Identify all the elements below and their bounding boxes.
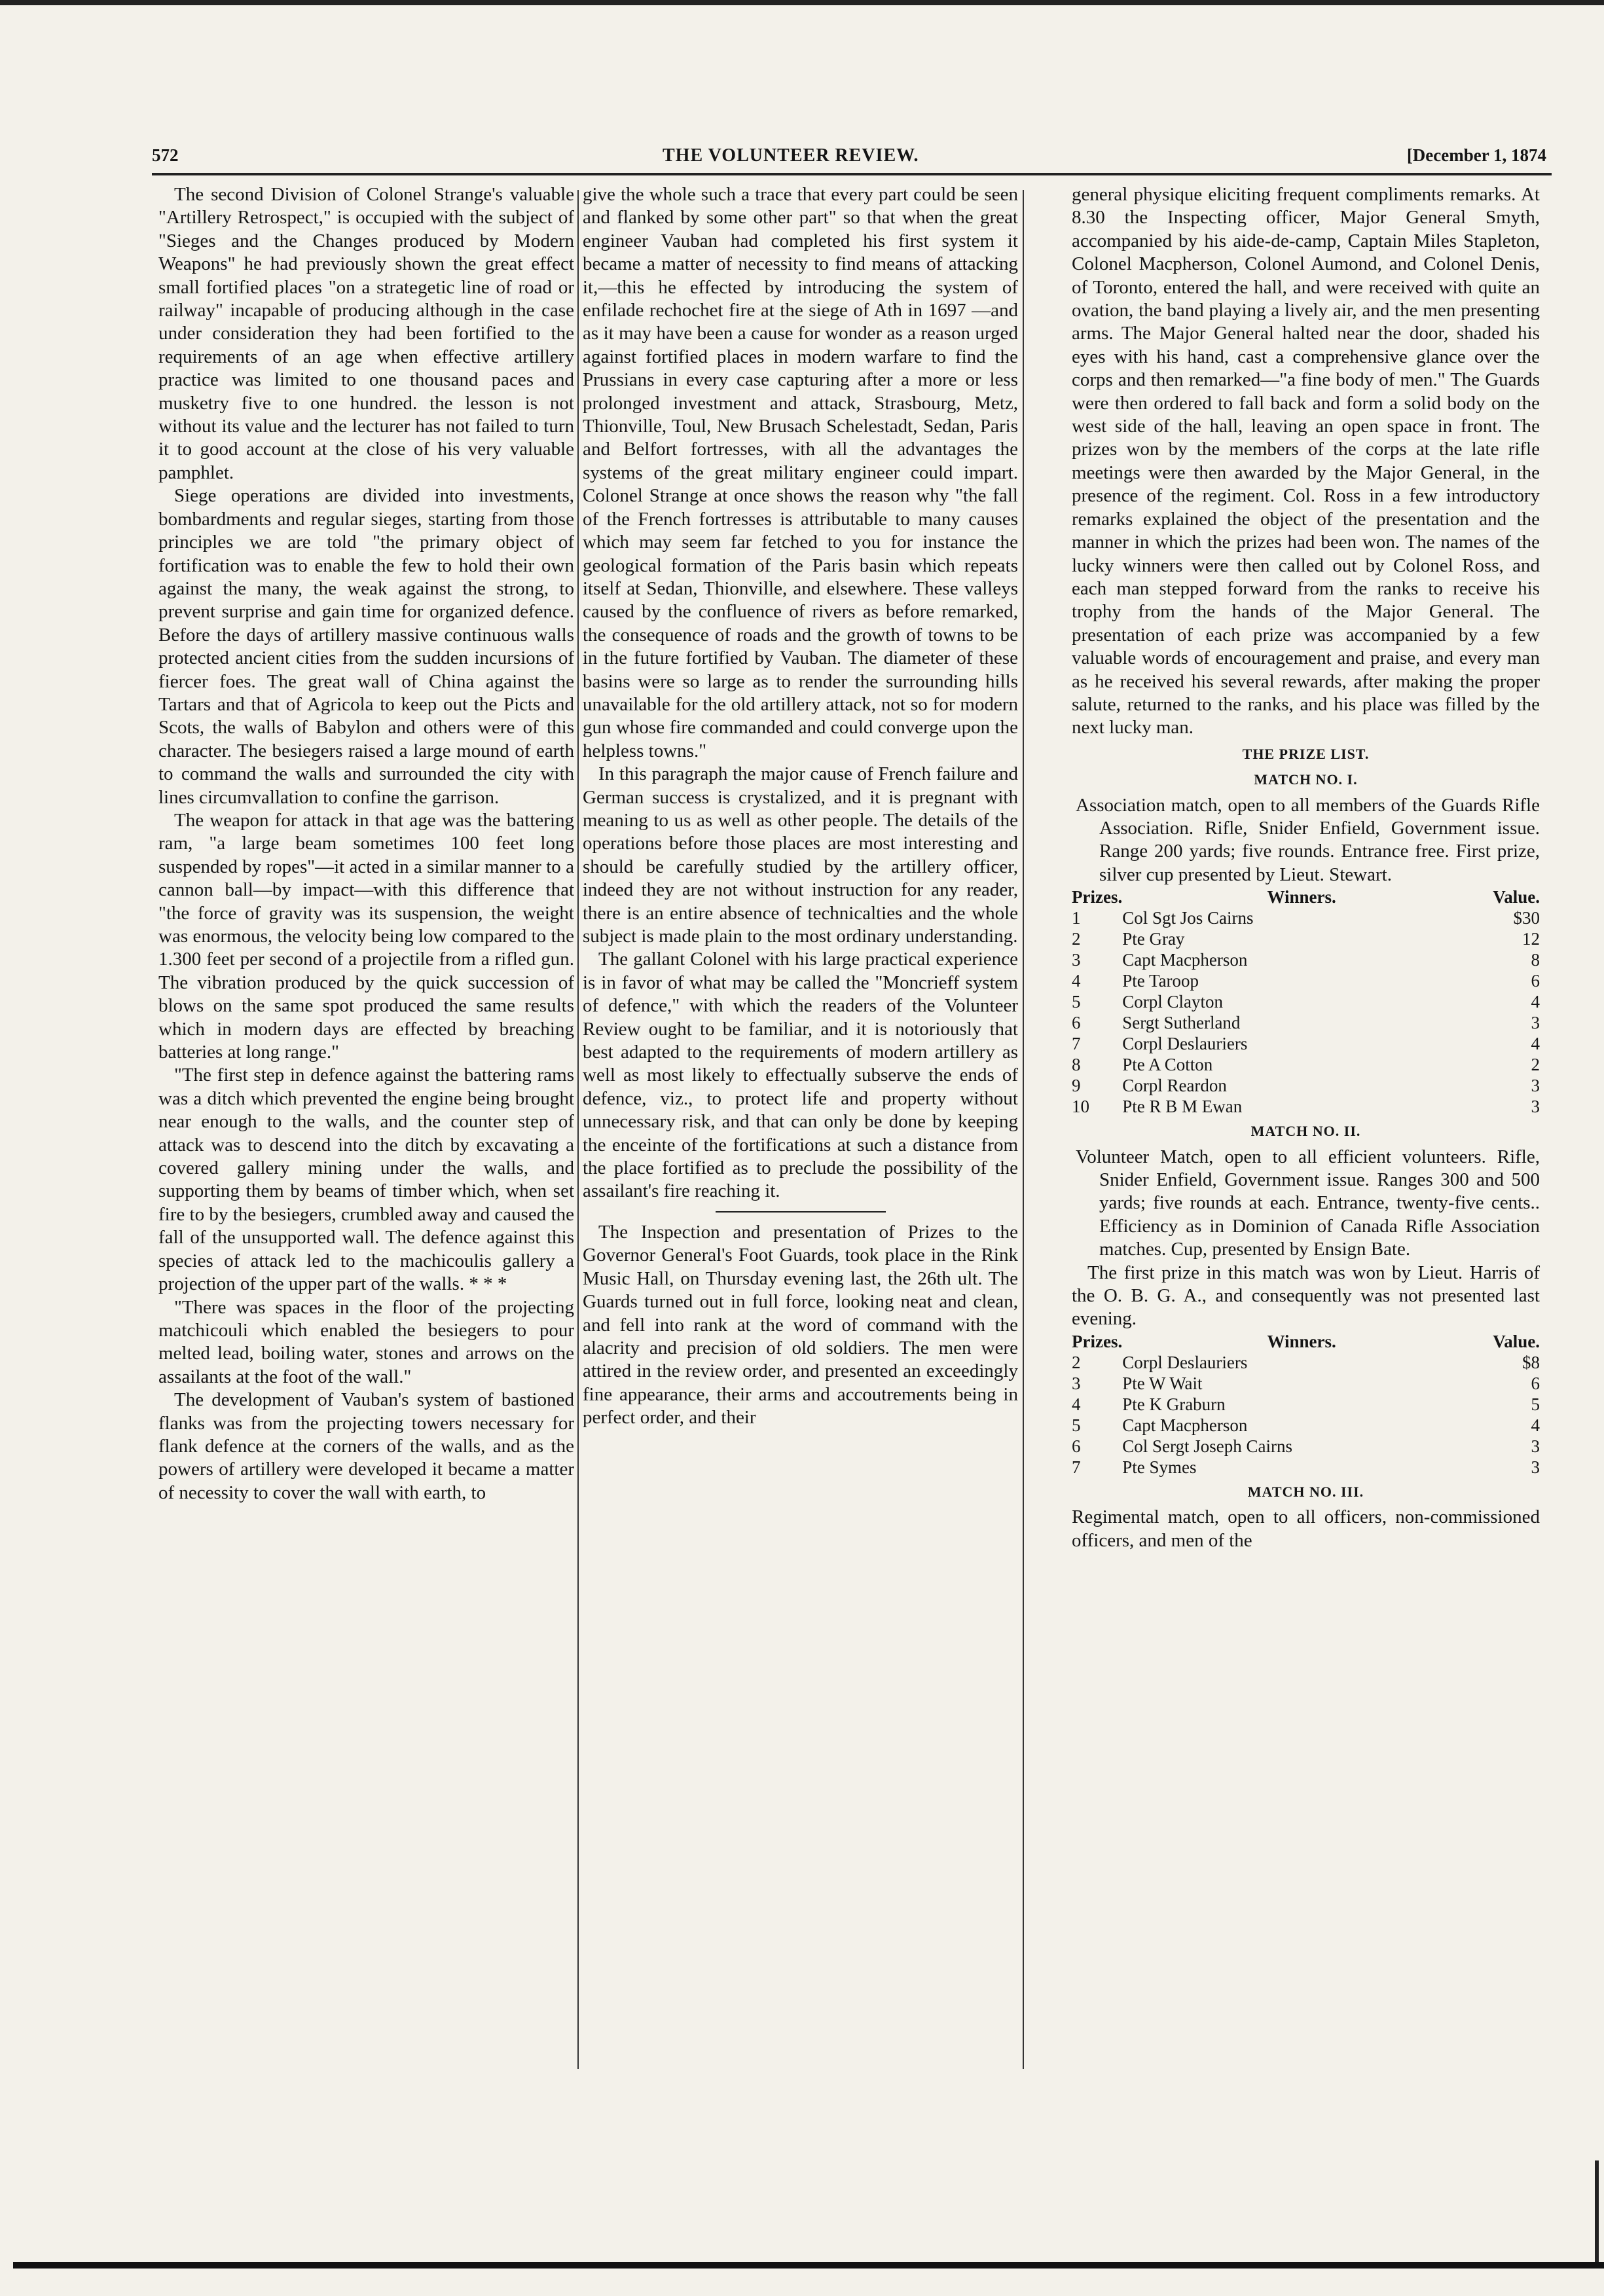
prize-value: 6 bbox=[1531, 971, 1540, 991]
paragraph: "There was spaces in the floor of the projecting matchicouli which enabled the besiegers to pour melted lead, boiling water, stones and arrows on the assailants at the foot of the wall." bbox=[158, 1296, 574, 1387]
prize-number: 6 bbox=[1072, 1013, 1081, 1033]
prize-number: 6 bbox=[1072, 1436, 1081, 1456]
prize-list-heading: THE PRIZE LIST. bbox=[1242, 745, 1370, 762]
table-row bbox=[1072, 1075, 1540, 1096]
table-row bbox=[1072, 970, 1540, 991]
winner-name: Corpl Reardon bbox=[1122, 1076, 1227, 1096]
winner-name: Sergt Sutherland bbox=[1122, 1013, 1241, 1033]
paragraph: The weapon for attack in that age was the battering ram, "a large beam sometimes 100 feet long suspended by ropes"—it acted in a similar manner to a cannon ball—by impact—with this difference that "the force of gravity was its suspension, the weight was enormous, the velocity being low compared to the 1.300 feet per second of a projectile from a rifled gun. The vibration produced by the quick succession of blows on the same spot produced the same results which in modern days are effected by breaching batteries at long range." bbox=[158, 809, 574, 1063]
section-separator bbox=[716, 1211, 886, 1213]
prize-value: $8 bbox=[1522, 1352, 1540, 1372]
paragraph: In this paragraph the major cause of French failure and German success is crystalized, and it is pregnant with meaning to us as well as other people. The details of the operations before those places are most interesting and should be carefully studied by the artillery officer, indeed they are not without instruction for any reader, there is an entire absence of technicalties and the whole subject is made plain to the most ordinary understanding. bbox=[583, 763, 1018, 947]
column-header: Winners. bbox=[1267, 1331, 1336, 1351]
prize-value: 12 bbox=[1522, 929, 1540, 949]
winner-name: Corpl Deslauriers bbox=[1122, 1034, 1248, 1054]
prize-table bbox=[1072, 1331, 1540, 1478]
table-row bbox=[1072, 907, 1540, 928]
issue-date: [December 1, 1874 bbox=[1406, 145, 1546, 165]
table-header-row bbox=[1072, 886, 1540, 907]
prize-number: 7 bbox=[1072, 1034, 1081, 1054]
edge-mark bbox=[1595, 2160, 1599, 2265]
prize-value: 8 bbox=[1531, 950, 1540, 970]
match-heading: MATCH NO. I. bbox=[1254, 771, 1358, 788]
prize-number: 2 bbox=[1072, 929, 1081, 949]
prize-number: 3 bbox=[1072, 1373, 1081, 1393]
prize-number: 4 bbox=[1072, 971, 1081, 991]
winner-name: Capt Macpherson bbox=[1122, 1415, 1248, 1435]
prize-number: 10 bbox=[1072, 1097, 1089, 1117]
column-1 bbox=[158, 183, 574, 1504]
match-note: The first prize in this match was won by Lieut. Harris of the O. B. G. A., and consequently was not presented last evening. bbox=[1072, 1262, 1540, 1330]
match-heading: MATCH NO. III. bbox=[1247, 1483, 1364, 1500]
column-divider bbox=[577, 190, 579, 2069]
paragraph: Siege operations are divided into investments, bombardments and regular sieges, starting from those principles we are told "the primary object of fortification was to enable the few to hold their own against the many, the weak against the strong, to prevent surprise and gain time for organized defence. Before the days of artillery massive continuous walls protected ancient cities from the sudden incursions of fiercer foes. The great wall of China against the Tartars and that of Agricola to keep out the Picts and Scots, the walls of Babylon and others were of this character. The besiegers raised a large mound of earth to command the walls and surrounded the city with lines circumvallation to confine the garrison. bbox=[158, 485, 574, 808]
table-row bbox=[1072, 1352, 1540, 1373]
prize-value: 6 bbox=[1531, 1373, 1540, 1393]
prize-value: 3 bbox=[1531, 1097, 1540, 1117]
prize-value: 4 bbox=[1531, 992, 1540, 1012]
winner-name: Pte Gray bbox=[1122, 929, 1185, 949]
paragraph: The gallant Colonel with his large practical experience is in favor of what may be called the "Moncrieff system of defence," with which the readers of the Volunteer Review ought to be familiar, and it is notoriously that best adapted to the requirements of modern artillery as well as most likely to effectually subserve the ends of defence, viz., to protect life and property without unnecessary risk, and that can only be done by keeping the enceinte of the fortifications at such a distance from the place fortified as to preclude the possibility of the assailant's fire reaching it. bbox=[583, 949, 1018, 1202]
prize-number: 9 bbox=[1072, 1076, 1081, 1096]
table-row bbox=[1072, 1457, 1540, 1478]
prize-number: 3 bbox=[1072, 950, 1081, 970]
prize-table bbox=[1072, 886, 1540, 1117]
prize-number: 4 bbox=[1072, 1394, 1081, 1414]
paragraph: give the whole such a trace that every part could be seen and flanked by some other part" so that when the great engineer Vauban had completed his first system it became a matter of necessity to find means of attacking it,—this he effected by introducing the system of enfilade rechochet fire at the siege of Ath in 1697 —and as it may have been a cause for wonder as a reason urged against fortified places in modern warfare to find the Prussians in every case capturing after a more or less prolonged investment and attack, Strasbourg, Metz, Thionville, Toul, New Brusach Schelestadt, Sedan, Paris and Belfort fortresses, with all the advantages the systems of the great military engineer could impart. Colonel Strange at once shows the reason why "the fall of the French fortresses is attributable to many causes which may seem far fetched to you for instance the geological formation of the Paris basin which repeats itself at Sedan, Thionville, and elsewhere. These valleys caused by the confluence of rivers as before remarked, the consequence of roads and the growth of towns to be in the future fortified by Vauban. The diameter of these basins were so large as to render the surrounding hills unavailable for the old artillery attack, not so for modern gun whose fire commanded and could converge upon the helpless towns." bbox=[583, 184, 1018, 761]
table-row bbox=[1072, 949, 1540, 970]
table-row bbox=[1072, 1054, 1540, 1075]
winner-name: Capt Macpherson bbox=[1122, 950, 1248, 970]
winner-name: Pte W Wait bbox=[1122, 1373, 1203, 1393]
paragraph: The development of Vauban's system of bastioned flanks was from the projecting towers necessary for flank defence at the corners of the walls, and as the powers of artillery were developed it became a matter of necessity to cover the wall with earth, to bbox=[158, 1389, 574, 1503]
column-header: Value. bbox=[1493, 1331, 1540, 1351]
prize-value: 5 bbox=[1531, 1394, 1540, 1414]
winner-name: Corpl Clayton bbox=[1122, 992, 1223, 1012]
match-description: Regimental match, open to all officers, non-commissioned officers, and men of the bbox=[1072, 1506, 1540, 1551]
match-description: Volunteer Match, open to all efficient volunteers. Rifle, Snider Enfield, Government issue. Ranges 300 and 500 yards; five rounds at each. Entrance, twenty-five cents.. Efficiency as in Dominion of Canada Rifle Association matches. Cup, presented by Ensign Bate. bbox=[1076, 1146, 1540, 1260]
prize-number: 7 bbox=[1072, 1457, 1081, 1477]
winner-name: Pte Taroop bbox=[1122, 971, 1199, 991]
table-header-row bbox=[1072, 1331, 1540, 1352]
table-row bbox=[1072, 1436, 1540, 1457]
prize-number: 1 bbox=[1072, 908, 1081, 928]
column-header: Winners. bbox=[1267, 887, 1336, 907]
prize-value: 3 bbox=[1531, 1436, 1540, 1456]
column-header: Value. bbox=[1493, 887, 1540, 907]
paragraph: general physique eliciting frequent compliments remarks. At 8.30 the Inspecting officer, Major General Smyth, accompanied by his aide-de-camp, Captain Miles Stapleton, Colonel Macpherson, Colonel Aumond, and Colonel Denis, of Toronto, entered the hall, and were received with quite an ovation, the band playing a lively air, and the men presenting arms. The Major General halted near the door, shaded his eyes with his hand, cast a comprehensive glance over the corps and then remarked—"a fine body of men." The Guards were then ordered to fall back and form a solid body on the west side of the hall, leaving an open space in front. The prizes won by the members of the corps at the late rifle meetings were then awarded by the Major General, in the presence of the regiment. Col. Ross in a few introductory remarks explained the object of the presentation and the manner in which the prizes had been won. The names of the lucky winners were then called out by Colonel Ross, and each man stepped forward from the ranks to receive his trophy from the hands of the Major General. The presentation of each prize was accompanied by a few valuable words of encouragement and praise, and every man as he received his several rewards, after making the proper salute, returned to the ranks, and his place was filled by the next lucky man. bbox=[1072, 184, 1540, 738]
table-row bbox=[1072, 928, 1540, 949]
table-row bbox=[1072, 991, 1540, 1012]
prize-number: 8 bbox=[1072, 1055, 1081, 1075]
winner-name: Col Sergt Joseph Cairns bbox=[1122, 1436, 1292, 1456]
prize-value: 4 bbox=[1531, 1034, 1540, 1054]
column-header: Prizes. bbox=[1072, 887, 1123, 907]
table-row bbox=[1072, 1033, 1540, 1054]
prize-value: 3 bbox=[1531, 1076, 1540, 1096]
prize-number: 5 bbox=[1072, 992, 1081, 1012]
prize-value: $30 bbox=[1513, 908, 1540, 928]
page-number: 572 bbox=[152, 145, 179, 165]
table-row bbox=[1072, 1394, 1540, 1415]
winner-name: Pte Symes bbox=[1122, 1457, 1197, 1477]
prize-value: 2 bbox=[1531, 1055, 1540, 1075]
prize-value: 3 bbox=[1531, 1013, 1540, 1033]
paragraph: "The first step in defence against the battering rams was a ditch which prevented the engine being brought near enough to the walls, and the counter step of attack was to descend into the ditch by excavating a covered gallery mining under the walls, and supporting them by beams of timber which, when set fire to by the besiegers, crumbled away and caused the fall of the unsupported wall. The defence against this species of attack led to the machicoulis gallery a projection of the upper part of the walls. * * * bbox=[158, 1065, 574, 1295]
top-border bbox=[0, 0, 1604, 5]
table-row bbox=[1072, 1012, 1540, 1033]
table-row bbox=[1072, 1373, 1540, 1394]
match-description: Association match, open to all members of the Guards Rifle Association. Rifle, Snider Enfield, Government issue. Range 200 yards; five rounds. Entrance free. First prize, silver cup presented by Lieut. Stewart. bbox=[1076, 794, 1540, 885]
column-2 bbox=[583, 183, 1018, 1430]
prize-value: 4 bbox=[1531, 1415, 1540, 1435]
table-row bbox=[1072, 1096, 1540, 1117]
masthead-title: THE VOLUNTEER REVIEW. bbox=[663, 145, 919, 166]
bottom-border bbox=[13, 2262, 1604, 2269]
winner-name: Pte R B M Ewan bbox=[1122, 1097, 1243, 1117]
prize-number: 2 bbox=[1072, 1352, 1081, 1372]
winner-name: Corpl Deslauriers bbox=[1122, 1352, 1248, 1372]
header-rule bbox=[152, 173, 1552, 175]
match-heading: MATCH NO. II. bbox=[1250, 1123, 1361, 1140]
column-3 bbox=[1072, 183, 1540, 1552]
column-header: Prizes. bbox=[1072, 1331, 1123, 1351]
paragraph: The second Division of Colonel Strange's valuable "Artillery Retrospect," is occupied with the subject of "Sieges and the Changes produced by Modern Weapons" he had previously shown the great effect small fortified places "on a strategetic line of road or railway" incapable of producing although in the case under consideration they had been fortified to the requirements of an age when effective artillery practice was limited to one thousand paces and musketry five to one hundred. the lesson is not without its value and the lecturer has not failed to turn it to good account at the close of his very valuable pamphlet. bbox=[158, 184, 574, 483]
prize-value: 3 bbox=[1531, 1457, 1540, 1477]
column-divider bbox=[1023, 190, 1024, 2069]
paragraph: The Inspection and presentation of Prizes to the Governor General's Foot Guards, took place in the Rink Music Hall, on Thursday evening last, the 26th ult. The Guards turned out in full force, looking neat and clean, and fell into rank at the word of command with the alacrity and precision of old soldiers. The men were attired in the review order, and presented an exceedingly fine appearance, their arms and accoutrements being in perfect order, and their bbox=[583, 1221, 1018, 1429]
winner-name: Col Sgt Jos Cairns bbox=[1122, 908, 1254, 928]
table-row bbox=[1072, 1415, 1540, 1436]
winner-name: Pte A Cotton bbox=[1122, 1055, 1213, 1075]
winner-name: Pte K Graburn bbox=[1122, 1394, 1226, 1414]
prize-number: 5 bbox=[1072, 1415, 1081, 1435]
